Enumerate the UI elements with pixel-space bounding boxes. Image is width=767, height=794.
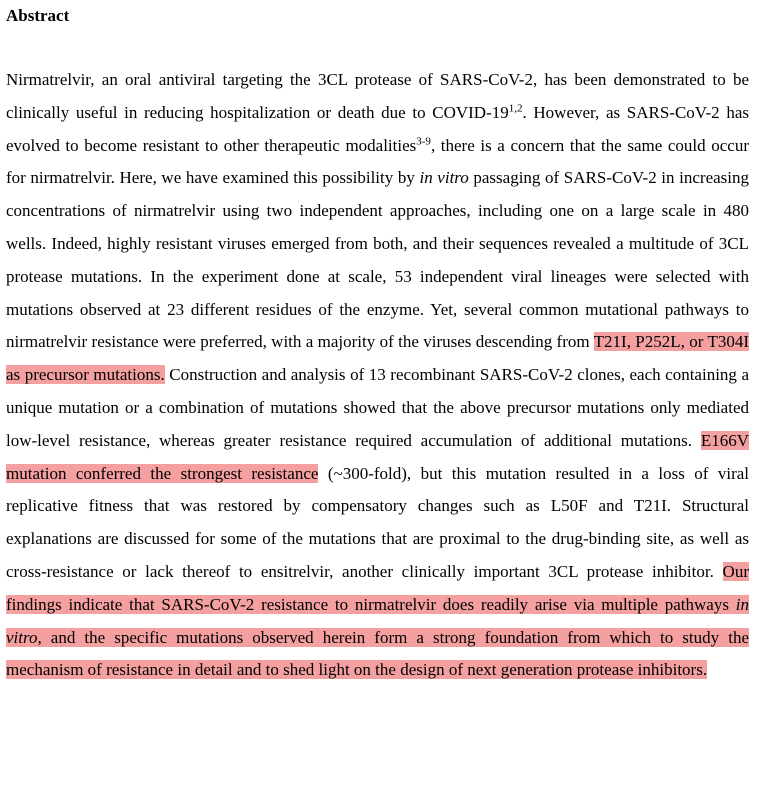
text-segment: (~300-fold), but this mutation resulted in a loss of viral replicative fitness that was restored by compensatory changes such as L50F and T21I. Structural explanations are discussed for some of the mutations that are proximal to the drug-binding site, as well as cross-resistance or lack thereof to ensitrelvir, another clinically important 3CL protease inhibitor. [6,463,750,581]
text-segment: , and the specific mutations observed herein form a strong foundation from which to study the mechanism of resistance in detail and to shed light on the design of next generation protease inhibitors. [6,627,749,680]
citation-superscript: 3-9 [416,134,431,147]
highlight-e166v: E166V mutation conferred the strongest resistance [6,430,749,483]
text-segment: Construction and analysis of 13 recombinant SARS-CoV-2 clones, each containing a unique mutation or a combination of mutations showed that the above precursor mutations only mediated low-level resistance, whereas greater resistance required accumulation of additional mutations. [6,365,750,450]
text-segment: passaging of SARS-CoV-2 in increasing concentrations of nirmatrelvir using two independent approaches, including one on a large scale in 480 wells. Indeed, highly resistant viruses emerged from both, and their sequences revealed a multitude of 3CL protease mutations. In the experiment done at scale, 53 independent viral lineages were selected with mutations observed at 23 different residues of the enzyme. Yet, several common mutational pathways to nirmatrelvir resistance were preferred, with a majority of the viruses descending from [6,168,749,352]
section-heading: Abstract [6,6,70,25]
text-segment: , there is a concern that the same could occur for nirmatrelvir. Here, we have examined this possibility by [6,135,749,188]
text-segment: . However, as SARS-CoV-2 has evolved to become resistant to other therapeutic modalities [6,102,749,155]
text-segment: Our findings indicate that SARS-CoV-2 resistance to nirmatrelvir does readily arise via multiple pathways [6,561,749,614]
text-segment: Nirmatrelvir, an oral antiviral targeting the 3CL protease of SARS-CoV-2, has been demonstrated to be clinically useful in reducing hospitalization or death due to COVID-19 [6,70,749,122]
highlight-precursor-mutations: T21I, P252L, or T304I as precursor mutations. [6,332,749,385]
italic-term: in vitro [419,168,469,188]
abstract-paragraph [6,64,749,687]
italic-term: in vitro [6,594,749,647]
citation-superscript: 1,2 [508,102,523,115]
